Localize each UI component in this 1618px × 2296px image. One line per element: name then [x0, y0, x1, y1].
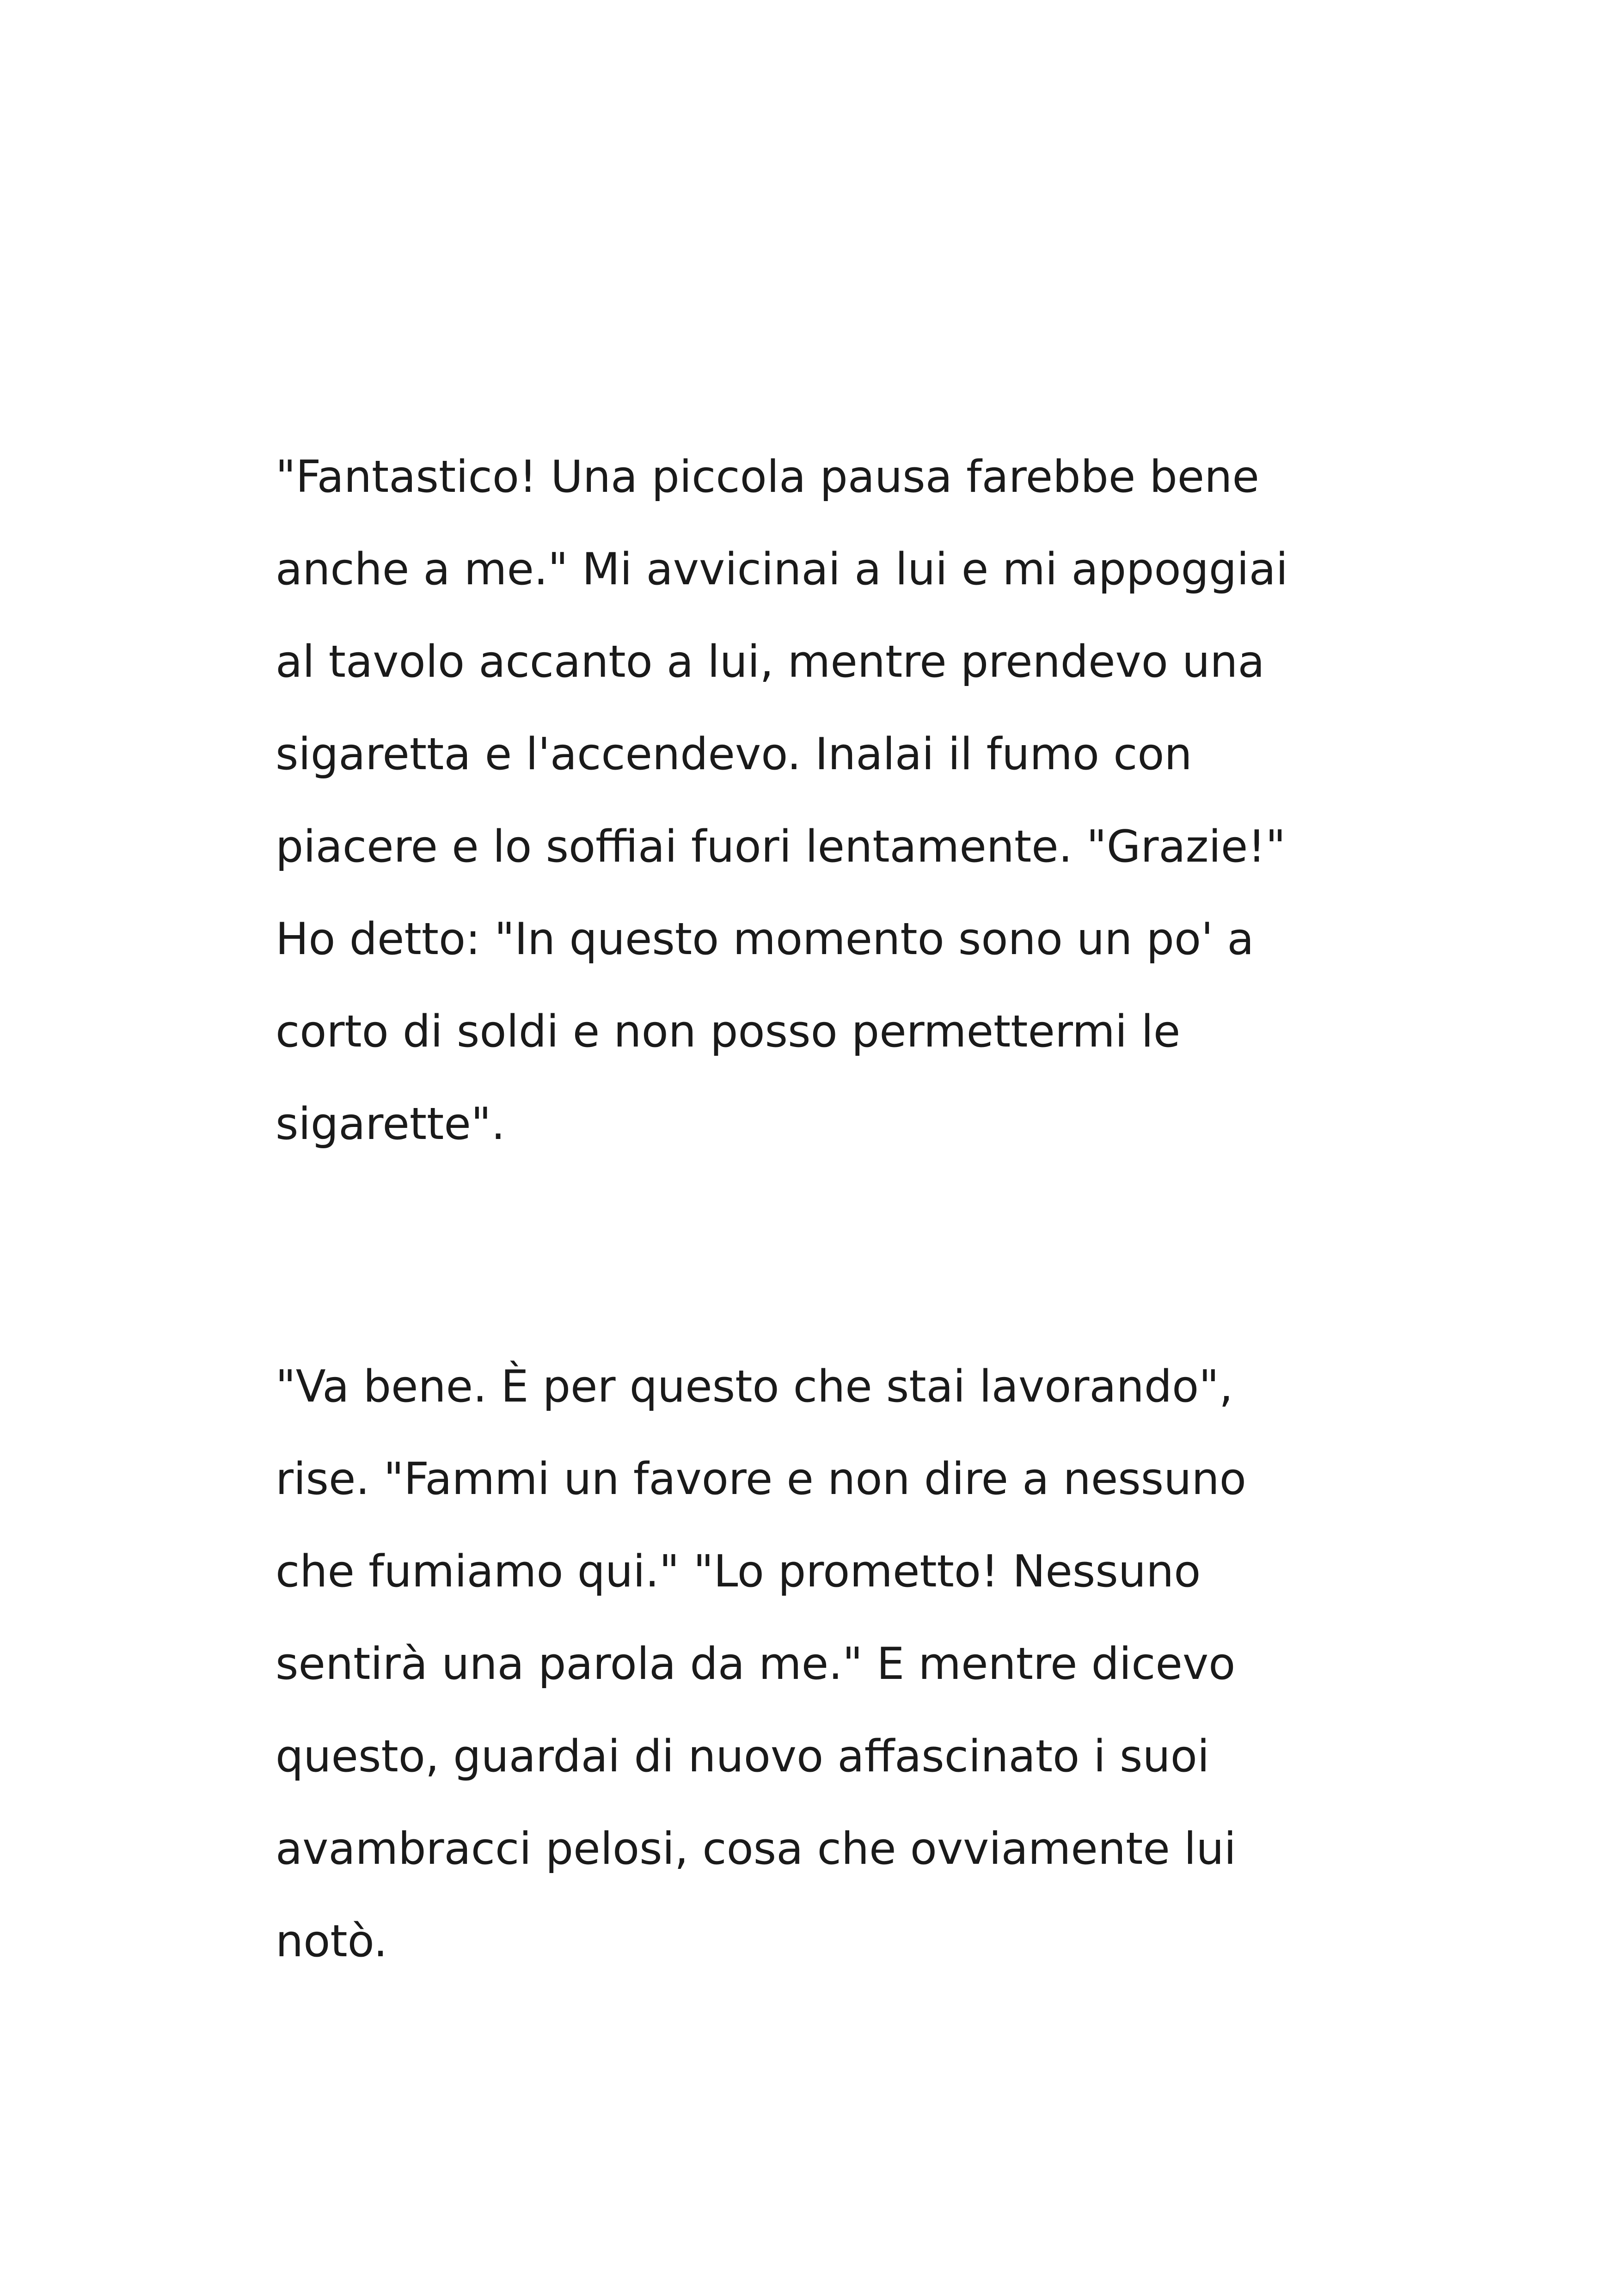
paragraph-line: al tavolo accanto a lui, mentre prendevo una — [276, 637, 1265, 687]
paragraph-1 — [276, 431, 1385, 1170]
paragraph-line: "Va bene. È per questo che stai lavorando", — [276, 1361, 1233, 1412]
paragraph-line: sigarette". — [276, 1099, 505, 1150]
paragraph-line: anche a me." Mi avvicinai a lui e mi appoggiai — [276, 544, 1288, 595]
paragraph-line: piacere e lo soffiai fuori lentamente. "Grazie!" — [276, 821, 1286, 872]
paragraph-line: corto di soldi e non posso permettermi le — [276, 1006, 1181, 1057]
paragraph-line: Ho detto: "In questo momento sono un po' a — [276, 914, 1254, 965]
paragraph-line: sigaretta e l'accendevo. Inalai il fumo con — [276, 729, 1192, 780]
paragraph-line: che fumiamo qui." "Lo prometto! Nessuno — [276, 1546, 1201, 1597]
paragraph-2 — [276, 1341, 1385, 1988]
paragraph-line: "Fantastico! Una piccola pausa farebbe bene — [276, 452, 1259, 502]
paragraph-line: sentirà una parola da me." E mentre dicevo — [276, 1639, 1236, 1690]
paragraph-line: notò. — [276, 1916, 388, 1967]
paragraph-line: questo, guardai di nuovo affascinato i suoi — [276, 1731, 1210, 1782]
paragraph-line: avambracci pelosi, cosa che ovviamente lui — [276, 1824, 1236, 1874]
paragraph-line: rise. "Fammi un favore e non dire a nessuno — [276, 1454, 1246, 1505]
